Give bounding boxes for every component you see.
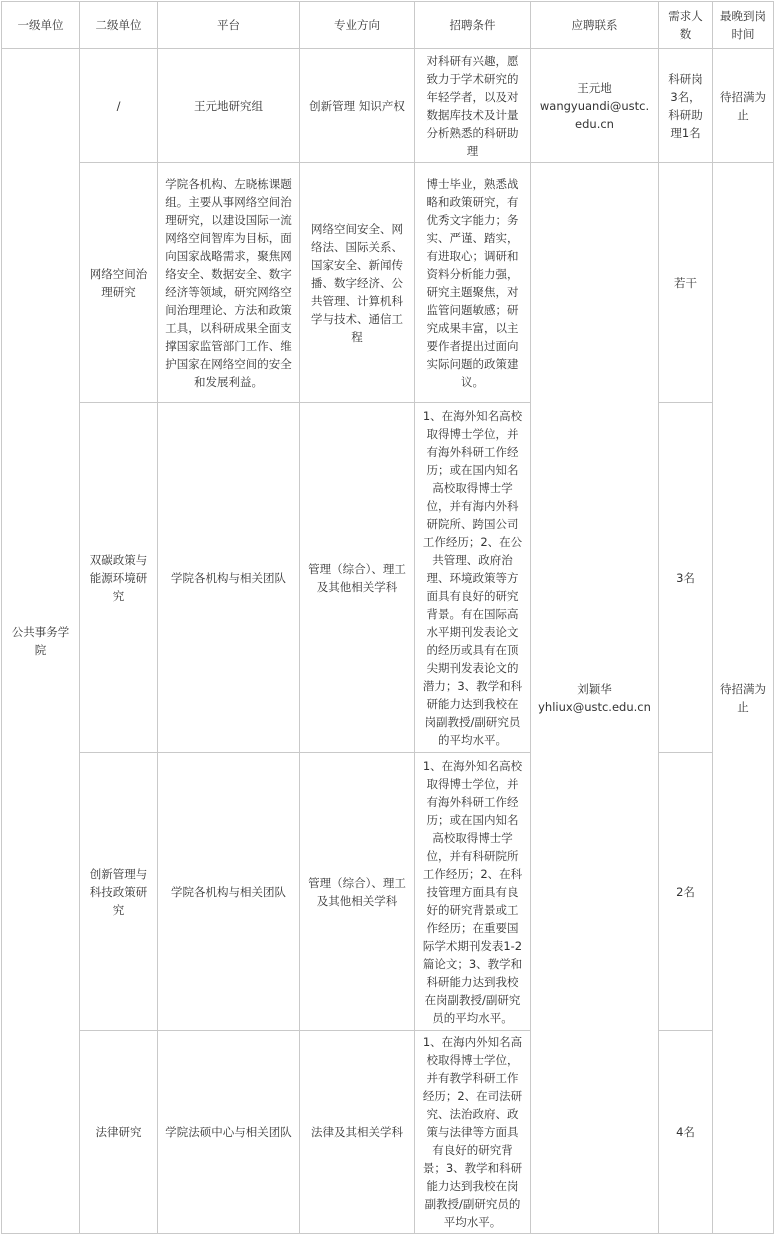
contact-name: 刘颖华 xyxy=(577,682,612,696)
demand-cell: 4名 xyxy=(659,1031,713,1234)
table-row xyxy=(2,753,774,1031)
shared-deadline-cell: 待招满为止 xyxy=(713,163,774,1234)
header-direction: 专业方向 xyxy=(300,2,415,49)
deadline-cell: 待招满为止 xyxy=(713,49,774,163)
recruitment-table xyxy=(1,1,774,1234)
header-contact: 应聘联系 xyxy=(531,2,659,49)
header-row xyxy=(2,2,774,49)
table-row xyxy=(2,1031,774,1234)
table-row xyxy=(2,163,774,403)
level2-unit-cell: / xyxy=(80,49,158,163)
direction-cell: 管理（综合）、理工及其他相关学科 xyxy=(300,753,415,1031)
conditions-cell: 1、在海外知名高校取得博士学位，并有海外科研工作经历；或在国内知名高校取得博士学位，并有海内外科研院所、跨国公司工作经历；2、在公共管理、政府治理、环境政策等方面具有良好的研究背景。有在国际高水平期刊发表论文的经历或具有在顶尖期刊发表论文的潜力；3、教学和科研能力达到我校在岗副教授/副研究员的平均水平。 xyxy=(415,403,531,753)
level2-unit-cell: 双碳政策与能源环境研究 xyxy=(80,403,158,753)
shared-contact-cell xyxy=(531,163,659,1234)
contact-email: yhliux@ustc.edu.cn xyxy=(538,700,651,714)
level2-unit-cell: 法律研究 xyxy=(80,1031,158,1234)
table-row xyxy=(2,49,774,163)
demand-cell: 2名 xyxy=(659,753,713,1031)
platform-cell: 学院各机构与相关团队 xyxy=(158,753,300,1031)
header-level2-unit: 二级单位 xyxy=(80,2,158,49)
conditions-cell: 博士毕业，熟悉战略和政策研究，有优秀文字能力；务实、严谨、踏实，有进取心；调研和资料分析能力强，研究主题聚焦，对监管问题敏感；研究成果丰富，以主要作者提出过面向实际问题的政策建议。 xyxy=(415,163,531,403)
platform-cell: 学院各机构与相关团队 xyxy=(158,403,300,753)
table-row xyxy=(2,403,774,753)
platform-cell: 王元地研究组 xyxy=(158,49,300,163)
direction-cell: 法律及其相关学科 xyxy=(300,1031,415,1234)
conditions-cell: 1、在海外知名高校取得博士学位，并有海外科研工作经历；或在国内知名高校取得博士学位，并有科研院所工作经历；2、在科技管理方面具有良好的研究背景或工作经历；在重要国际学术期刊发表1-2篇论文；3、教学和科研能力达到我校在岗副教授/副研究员的平均水平。 xyxy=(415,753,531,1031)
contact-name: 王元地 xyxy=(577,80,612,95)
platform-cell: 学院法硕中心与相关团队 xyxy=(158,1031,300,1234)
level2-unit-cell: 网络空间治理研究 xyxy=(80,163,158,403)
level2-unit-cell: 创新管理与科技政策研究 xyxy=(80,753,158,1031)
direction-cell: 网络空间安全、网络法、国际关系、国家安全、新闻传播、数字经济、公共管理、计算机科学与技术、通信工程 xyxy=(300,163,415,403)
contact-email: wangyuandi@ustc.edu.cn xyxy=(539,98,650,131)
header-conditions: 招聘条件 xyxy=(415,2,531,49)
level1-unit-cell: 公共事务学院 xyxy=(2,49,80,1234)
demand-cell: 若干 xyxy=(659,163,713,403)
conditions-cell: 1、在海内外知名高校取得博士学位，并有教学科研工作经历；2、在司法研究、法治政府、政策与法律等方面具有良好的研究背景；3、教学和科研能力达到我校在岗副教授/副研究员的平均水平。 xyxy=(415,1031,531,1234)
header-demand: 需求人数 xyxy=(659,2,713,49)
contact-cell xyxy=(531,49,659,163)
header-level1-unit: 一级单位 xyxy=(2,2,80,49)
direction-cell: 创新管理 知识产权 xyxy=(300,49,415,163)
header-deadline: 最晚到岗时间 xyxy=(713,2,774,49)
conditions-cell: 对科研有兴趣，愿致力于学术研究的年轻学者，以及对数据库技术及计量分析熟悉的科研助理 xyxy=(415,49,531,163)
header-platform: 平台 xyxy=(158,2,300,49)
demand-cell: 科研岗3名，科研助理1名 xyxy=(659,49,713,163)
demand-cell: 3名 xyxy=(659,403,713,753)
direction-cell: 管理（综合）、理工及其他相关学科 xyxy=(300,403,415,753)
platform-cell: 学院各机构、左晓栋课题组。主要从事网络空间治理研究，以建设国际一流网络空间智库为目标，面向国家战略需求，聚焦网络安全、数据安全、数字经济等领域，研究网络空间治理理论、方法和政策工具，以科研成果全面支撑国家监管部门工作、维护国家在网络空间的安全和发展利益。 xyxy=(158,163,300,403)
